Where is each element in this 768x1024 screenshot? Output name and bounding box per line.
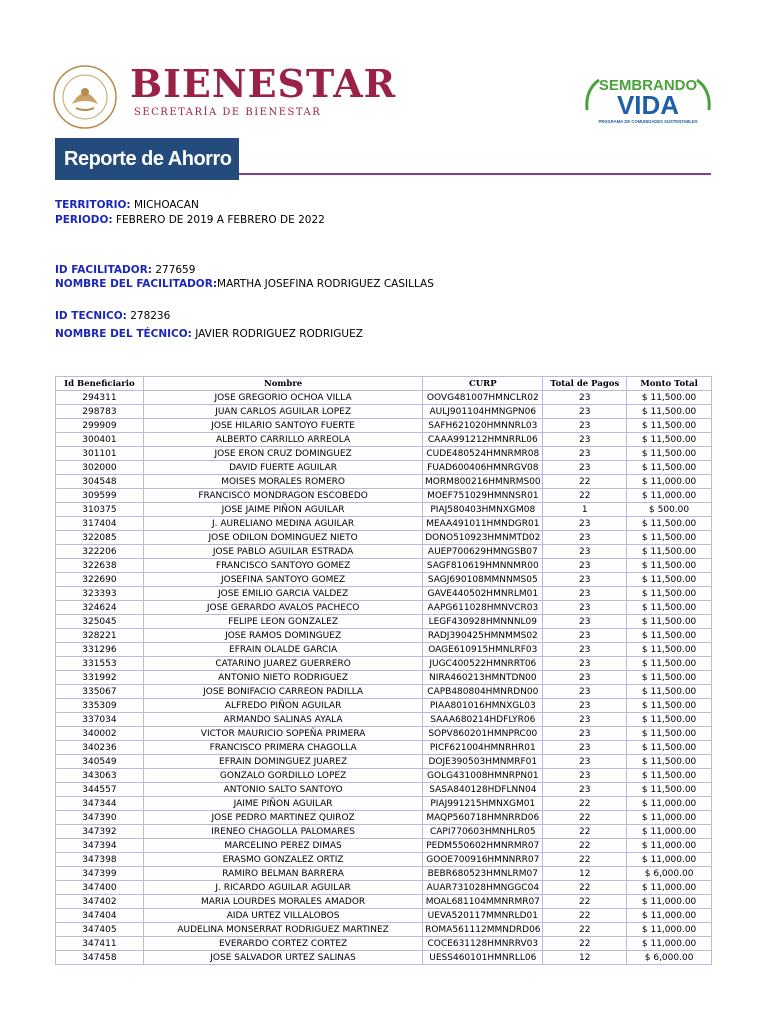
nombre-tecnico-label: NOMBRE DEL TÉCNICO:: [55, 328, 192, 340]
brand-subtitle: SECRETARÍA DE BIENESTAR: [134, 107, 322, 118]
cell-id-beneficiario: 302000: [56, 461, 144, 475]
cell-monto-total: $ 11,500.00: [627, 671, 712, 685]
nombre-tecnico-line: [55, 327, 363, 341]
cell-id-beneficiario: 337034: [56, 713, 144, 727]
cell-id-beneficiario: 347344: [56, 797, 144, 811]
cell-monto-total: $ 11,500.00: [627, 559, 712, 573]
cell-curp: PICF621004HMNRHR01: [423, 741, 543, 755]
table-row: [56, 909, 712, 923]
cell-nombre: JOSE ODILON DOMINGUEZ NIETO: [143, 531, 422, 545]
cell-curp: SOPV860201HMNPRC00: [423, 727, 543, 741]
cell-curp: MAQP560718HMNRRD06: [423, 811, 543, 825]
cell-monto-total: $ 11,500.00: [627, 587, 712, 601]
cell-nombre: JOSE PEDRO MARTINEZ QUIROZ: [143, 811, 422, 825]
cell-curp: AAPG611028HMNVCR03: [423, 601, 543, 615]
cell-curp: DONO510923HMNMTD02: [423, 531, 543, 545]
id-facilitador-line: [55, 263, 195, 277]
cell-monto-total: $ 11,500.00: [627, 713, 712, 727]
cell-curp: SAGF810619HMNNMR00: [423, 559, 543, 573]
cell-monto-total: $ 11,000.00: [627, 895, 712, 909]
cell-id-beneficiario: 347402: [56, 895, 144, 909]
cell-monto-total: $ 11,000.00: [627, 797, 712, 811]
cell-curp: AULJ901104HMNGPN06: [423, 405, 543, 419]
cell-nombre: ANTONIO SALTO SANTOYO: [143, 783, 422, 797]
cell-curp: RADJ390425HMNMMS02: [423, 629, 543, 643]
cell-id-beneficiario: 347400: [56, 881, 144, 895]
table-row: [56, 923, 712, 937]
cell-curp: MEAA491011HMNDGR01: [423, 517, 543, 531]
cell-monto-total: $ 500.00: [627, 503, 712, 517]
cell-nombre: GONZALO GORDILLO LOPEZ: [143, 769, 422, 783]
cell-curp: GAVE440502HMNRLM01: [423, 587, 543, 601]
cell-curp: CAPB480804HMNRDN00: [423, 685, 543, 699]
cell-total-pagos: 23: [543, 741, 627, 755]
cell-curp: CUDE480524HMNRMR08: [423, 447, 543, 461]
table-row: [56, 755, 712, 769]
id-facilitador-label: ID FACILITADOR:: [55, 264, 152, 276]
cell-id-beneficiario: 347390: [56, 811, 144, 825]
table-row: [56, 405, 712, 419]
col-header-monto-total: Monto Total: [627, 377, 712, 391]
cell-nombre: EFRAIN OLALDE GARCIA: [143, 643, 422, 657]
cell-nombre: RAMIRO BELMAN BARRERA: [143, 867, 422, 881]
cell-total-pagos: 23: [543, 433, 627, 447]
cell-id-beneficiario: 309599: [56, 489, 144, 503]
cell-id-beneficiario: 322206: [56, 545, 144, 559]
nombre-facilitador-value: MARTHA JOSEFINA RODRIGUEZ CASILLAS: [217, 278, 434, 290]
cell-total-pagos: 22: [543, 811, 627, 825]
table-row: [56, 811, 712, 825]
cell-curp: GOLG431008HMNRPN01: [423, 769, 543, 783]
cell-curp: OOVG481007HMNCLR02: [423, 391, 543, 405]
cell-total-pagos: 23: [543, 685, 627, 699]
cell-monto-total: $ 11,000.00: [627, 489, 712, 503]
table-row: [56, 573, 712, 587]
cell-curp: BEBR680523HMNLRM07: [423, 867, 543, 881]
cell-id-beneficiario: 324624: [56, 601, 144, 615]
cell-curp: COCE631128HMNRRV03: [423, 937, 543, 951]
cell-monto-total: $ 11,500.00: [627, 391, 712, 405]
cell-total-pagos: 23: [543, 461, 627, 475]
cell-nombre: ALFREDO PIÑON AGUILAR: [143, 699, 422, 713]
cell-id-beneficiario: 335309: [56, 699, 144, 713]
cell-curp: UEVA520117MMNRLD01: [423, 909, 543, 923]
cell-id-beneficiario: 304548: [56, 475, 144, 489]
cell-monto-total: $ 11,500.00: [627, 419, 712, 433]
cell-total-pagos: 22: [543, 881, 627, 895]
cell-nombre: ERASMO GONZALEZ ORTIZ: [143, 853, 422, 867]
nombre-facilitador-label: NOMBRE DEL FACILITADOR:: [55, 278, 218, 290]
table-row: [56, 867, 712, 881]
cell-total-pagos: 23: [543, 699, 627, 713]
table-row: [56, 615, 712, 629]
beneficiaries-table: [55, 376, 712, 965]
cell-nombre: JUAN CARLOS AGUILAR LOPEZ: [143, 405, 422, 419]
report-title: Reporte de Ahorro: [55, 138, 239, 180]
cell-id-beneficiario: 298783: [56, 405, 144, 419]
cell-nombre: JOSE JAIME PIÑON AGUILAR: [143, 503, 422, 517]
cell-curp: CAAA991212HMNRRL06: [423, 433, 543, 447]
cell-id-beneficiario: 317404: [56, 517, 144, 531]
cell-monto-total: $ 11,500.00: [627, 699, 712, 713]
table-row: [56, 657, 712, 671]
brand-title: BIENESTAR: [130, 61, 397, 106]
cell-id-beneficiario: 299909: [56, 419, 144, 433]
cell-id-beneficiario: 322690: [56, 573, 144, 587]
cell-id-beneficiario: 347399: [56, 867, 144, 881]
cell-monto-total: $ 11,000.00: [627, 881, 712, 895]
col-header-id: Id Beneficiario: [56, 377, 144, 391]
table-row: [56, 545, 712, 559]
cell-monto-total: $ 11,500.00: [627, 657, 712, 671]
cell-nombre: J. AURELIANO MEDINA AGUILAR: [143, 517, 422, 531]
cell-nombre: JOSE PABLO AGUILAR ESTRADA: [143, 545, 422, 559]
cell-id-beneficiario: 347405: [56, 923, 144, 937]
cell-id-beneficiario: 347458: [56, 951, 144, 965]
cell-id-beneficiario: 335067: [56, 685, 144, 699]
cell-curp: SAFH621020HMNNRL03: [423, 419, 543, 433]
cell-total-pagos: 23: [543, 517, 627, 531]
territorio-value: MICHOACAN: [133, 199, 199, 211]
cell-nombre: JAIME PIÑON AGUILAR: [143, 797, 422, 811]
cell-nombre: ANTONIO NIETO RODRIGUEZ: [143, 671, 422, 685]
table-row: [56, 559, 712, 573]
cell-total-pagos: 12: [543, 867, 627, 881]
cell-curp: JUGC400522HMNRRT06: [423, 657, 543, 671]
cell-monto-total: $ 11,000.00: [627, 937, 712, 951]
cell-curp: PIAA801016HMNXGL03: [423, 699, 543, 713]
cell-curp: OAGE610915HMNLRF03: [423, 643, 543, 657]
cell-nombre: CATARINO JUAREZ GUERRERO: [143, 657, 422, 671]
cell-curp: SASA840128HDFLNN04: [423, 783, 543, 797]
cell-id-beneficiario: 310375: [56, 503, 144, 517]
cell-curp: PIAJ580403HMNXGM08: [423, 503, 543, 517]
table-row: [56, 629, 712, 643]
cell-nombre: J. RICARDO AGUILAR AGUILAR: [143, 881, 422, 895]
cell-monto-total: $ 11,000.00: [627, 909, 712, 923]
table-row: [56, 881, 712, 895]
logo-word-vida: VIDA: [616, 90, 680, 120]
table-row: [56, 503, 712, 517]
table-row: [56, 643, 712, 657]
cell-monto-total: $ 11,500.00: [627, 741, 712, 755]
table-row: [56, 741, 712, 755]
id-tecnico-value: 278236: [130, 310, 171, 322]
cell-total-pagos: 23: [543, 615, 627, 629]
cell-monto-total: $ 11,500.00: [627, 461, 712, 475]
cell-total-pagos: 23: [543, 727, 627, 741]
table-row: [56, 895, 712, 909]
table-row: [56, 671, 712, 685]
cell-total-pagos: 12: [543, 951, 627, 965]
cell-id-beneficiario: 340236: [56, 741, 144, 755]
table-row: [56, 825, 712, 839]
table-header-row: [56, 377, 712, 391]
cell-total-pagos: 23: [543, 657, 627, 671]
cell-nombre: VICTOR MAURICIO SOPEÑA PRIMERA: [143, 727, 422, 741]
table-row: [56, 951, 712, 965]
cell-total-pagos: 22: [543, 853, 627, 867]
cell-monto-total: $ 11,000.00: [627, 923, 712, 937]
cell-monto-total: $ 11,500.00: [627, 629, 712, 643]
cell-curp: FUAD600406HMNRGV08: [423, 461, 543, 475]
cell-total-pagos: 23: [543, 405, 627, 419]
table-row: [56, 587, 712, 601]
cell-curp: LEGF430928HMNNNL09: [423, 615, 543, 629]
cell-nombre: FELIPE LEON GONZALEZ: [143, 615, 422, 629]
cell-total-pagos: 22: [543, 489, 627, 503]
table-row: [56, 797, 712, 811]
cell-nombre: JOSE SALVADOR URTEZ SALINAS: [143, 951, 422, 965]
table-row: [56, 699, 712, 713]
cell-monto-total: $ 11,500.00: [627, 405, 712, 419]
cell-nombre: IRENEO CHAGOLLA PALOMARES: [143, 825, 422, 839]
cell-monto-total: $ 11,000.00: [627, 839, 712, 853]
col-header-curp: CURP: [423, 377, 543, 391]
cell-monto-total: $ 11,500.00: [627, 433, 712, 447]
cell-total-pagos: 23: [543, 671, 627, 685]
cell-curp: MORM800216HMNRMS00: [423, 475, 543, 489]
cell-id-beneficiario: 301101: [56, 447, 144, 461]
table-row: [56, 531, 712, 545]
cell-nombre: EFRAIN DOMINGUEZ JUAREZ: [143, 755, 422, 769]
cell-total-pagos: 23: [543, 545, 627, 559]
cell-id-beneficiario: 347411: [56, 937, 144, 951]
cell-id-beneficiario: 340549: [56, 755, 144, 769]
cell-monto-total: $ 11,500.00: [627, 769, 712, 783]
cell-curp: UESS460101HMNRLL06: [423, 951, 543, 965]
cell-id-beneficiario: 347394: [56, 839, 144, 853]
table-row: [56, 447, 712, 461]
cell-monto-total: $ 11,500.00: [627, 643, 712, 657]
cell-curp: SAAA680214HDFLYR06: [423, 713, 543, 727]
cell-nombre: JOSE ERON CRUZ DOMINGUEZ: [143, 447, 422, 461]
cell-monto-total: $ 11,500.00: [627, 601, 712, 615]
cell-total-pagos: 22: [543, 797, 627, 811]
cell-nombre: MARIA LOURDES MORALES AMADOR: [143, 895, 422, 909]
cell-total-pagos: 23: [543, 601, 627, 615]
cell-nombre: JOSE EMILIO GARCIA VALDEZ: [143, 587, 422, 601]
cell-id-beneficiario: 347392: [56, 825, 144, 839]
cell-id-beneficiario: 331553: [56, 657, 144, 671]
cell-total-pagos: 23: [543, 419, 627, 433]
cell-total-pagos: 23: [543, 531, 627, 545]
table-row: [56, 517, 712, 531]
cell-id-beneficiario: 347398: [56, 853, 144, 867]
nombre-tecnico-value: JAVIER RODRIGUEZ RODRIGUEZ: [195, 328, 363, 340]
table-row: [56, 727, 712, 741]
table-row: [56, 937, 712, 951]
cell-total-pagos: 23: [543, 447, 627, 461]
cell-nombre: ARMANDO SALINAS AYALA: [143, 713, 422, 727]
cell-total-pagos: 23: [543, 755, 627, 769]
logo-word-sembrando: SEMBRANDO: [598, 77, 698, 94]
cell-total-pagos: 22: [543, 923, 627, 937]
cell-total-pagos: 23: [543, 587, 627, 601]
cell-id-beneficiario: 322085: [56, 531, 144, 545]
cell-total-pagos: 22: [543, 895, 627, 909]
table-row: [56, 391, 712, 405]
cell-total-pagos: 23: [543, 713, 627, 727]
title-divider: [239, 173, 711, 175]
cell-nombre: MARCELINO PEREZ DIMAS: [143, 839, 422, 853]
cell-total-pagos: 22: [543, 825, 627, 839]
cell-curp: MOEF751029HMNNSR01: [423, 489, 543, 503]
cell-total-pagos: 23: [543, 573, 627, 587]
cell-curp: GOOE700916HMNNRR07: [423, 853, 543, 867]
cell-id-beneficiario: 322638: [56, 559, 144, 573]
cell-total-pagos: 22: [543, 909, 627, 923]
table-row: [56, 433, 712, 447]
cell-curp: AUAR731028HMNGGC04: [423, 881, 543, 895]
cell-total-pagos: 23: [543, 643, 627, 657]
cell-monto-total: $ 11,500.00: [627, 447, 712, 461]
cell-total-pagos: 1: [543, 503, 627, 517]
cell-nombre: MOISES MORALES ROMERO: [143, 475, 422, 489]
table-row: [56, 853, 712, 867]
cell-id-beneficiario: 347404: [56, 909, 144, 923]
cell-monto-total: $ 11,000.00: [627, 853, 712, 867]
cell-total-pagos: 23: [543, 559, 627, 573]
sembrando-vida-logo: [583, 70, 713, 126]
territorio-line: [55, 198, 199, 212]
cell-curp: AUEP700629HMNGSB07: [423, 545, 543, 559]
cell-total-pagos: 22: [543, 937, 627, 951]
cell-id-beneficiario: 340002: [56, 727, 144, 741]
cell-id-beneficiario: 344557: [56, 783, 144, 797]
cell-curp: PEDM550602HMNRMR07: [423, 839, 543, 853]
cell-nombre: FRANCISCO MONDRAGON ESCOBEDO: [143, 489, 422, 503]
cell-total-pagos: 23: [543, 783, 627, 797]
cell-monto-total: $ 11,500.00: [627, 573, 712, 587]
logo-tagline: PROGRAMA DE COMUNIDADES SUSTENTABLES: [598, 119, 698, 124]
cell-curp: MOAL681104MMNRMR07: [423, 895, 543, 909]
cell-monto-total: $ 11,500.00: [627, 755, 712, 769]
cell-nombre: ALBERTO CARRILLO ARREOLA: [143, 433, 422, 447]
cell-nombre: FRANCISCO SANTOYO GOMEZ: [143, 559, 422, 573]
cell-curp: DOJE390503HMNMRF01: [423, 755, 543, 769]
table-row: [56, 601, 712, 615]
periodo-value: FEBRERO DE 2019 A FEBRERO DE 2022: [115, 214, 325, 226]
cell-id-beneficiario: 343063: [56, 769, 144, 783]
cell-id-beneficiario: 331296: [56, 643, 144, 657]
cell-id-beneficiario: 325045: [56, 615, 144, 629]
cell-monto-total: $ 11,000.00: [627, 811, 712, 825]
cell-id-beneficiario: 331992: [56, 671, 144, 685]
mexico-seal-icon: [52, 64, 118, 130]
table-row: [56, 419, 712, 433]
cell-monto-total: $ 11,500.00: [627, 531, 712, 545]
cell-total-pagos: 22: [543, 839, 627, 853]
table-row: [56, 685, 712, 699]
cell-curp: SAGJ690108MMNNMS05: [423, 573, 543, 587]
cell-monto-total: $ 6,000.00: [627, 951, 712, 965]
cell-nombre: JOSE BONIFACIO CARREON PADILLA: [143, 685, 422, 699]
id-facilitador-value: 277659: [155, 264, 196, 276]
col-header-nombre: Nombre: [143, 377, 422, 391]
table-row: [56, 783, 712, 797]
cell-nombre: JOSE HILARIO SANTOYO FUERTE: [143, 419, 422, 433]
territorio-label: TERRITORIO:: [55, 199, 131, 211]
cell-curp: NIRA460213HMNTDN00: [423, 671, 543, 685]
table-row: [56, 839, 712, 853]
cell-total-pagos: 22: [543, 475, 627, 489]
cell-monto-total: $ 11,000.00: [627, 475, 712, 489]
cell-total-pagos: 23: [543, 769, 627, 783]
cell-curp: PIAJ991215HMNXGM01: [423, 797, 543, 811]
cell-nombre: DAVID FUERTE AGUILAR: [143, 461, 422, 475]
cell-nombre: EVERARDO CORTEZ CORTEZ: [143, 937, 422, 951]
col-header-total-pagos: Total de Pagos: [543, 377, 627, 391]
cell-monto-total: $ 6,000.00: [627, 867, 712, 881]
cell-monto-total: $ 11,500.00: [627, 517, 712, 531]
cell-monto-total: $ 11,500.00: [627, 685, 712, 699]
cell-nombre: FRANCISCO PRIMERA CHAGOLLA: [143, 741, 422, 755]
cell-nombre: JOSE GREGORIO OCHOA VILLA: [143, 391, 422, 405]
cell-curp: ROMA561112MMNDRD06: [423, 923, 543, 937]
periodo-label: PERIODO:: [55, 214, 113, 226]
cell-nombre: AIDA URTEZ VILLALOBOS: [143, 909, 422, 923]
table-row: [56, 461, 712, 475]
id-tecnico-line: [55, 309, 170, 323]
cell-id-beneficiario: 328221: [56, 629, 144, 643]
cell-nombre: JOSEFINA SANTOYO GOMEZ: [143, 573, 422, 587]
nombre-facilitador-line: [55, 277, 434, 291]
cell-id-beneficiario: 300401: [56, 433, 144, 447]
cell-id-beneficiario: 323393: [56, 587, 144, 601]
cell-monto-total: $ 11,500.00: [627, 615, 712, 629]
cell-monto-total: $ 11,500.00: [627, 783, 712, 797]
cell-curp: CAPI770603HMNHLR05: [423, 825, 543, 839]
cell-monto-total: $ 11,500.00: [627, 545, 712, 559]
cell-monto-total: $ 11,000.00: [627, 825, 712, 839]
cell-nombre: JOSE RAMOS DOMINGUEZ: [143, 629, 422, 643]
table-row: [56, 475, 712, 489]
cell-monto-total: $ 11,500.00: [627, 727, 712, 741]
cell-nombre: AUDELINA MONSERRAT RODRIGUEZ MARTINEZ: [143, 923, 422, 937]
table-row: [56, 713, 712, 727]
cell-total-pagos: 23: [543, 391, 627, 405]
table-row: [56, 489, 712, 503]
id-tecnico-label: ID TECNICO:: [55, 310, 127, 322]
cell-nombre: JOSE GERARDO AVALOS PACHECO: [143, 601, 422, 615]
cell-id-beneficiario: 294311: [56, 391, 144, 405]
periodo-line: [55, 213, 325, 227]
table-row: [56, 769, 712, 783]
cell-total-pagos: 23: [543, 629, 627, 643]
